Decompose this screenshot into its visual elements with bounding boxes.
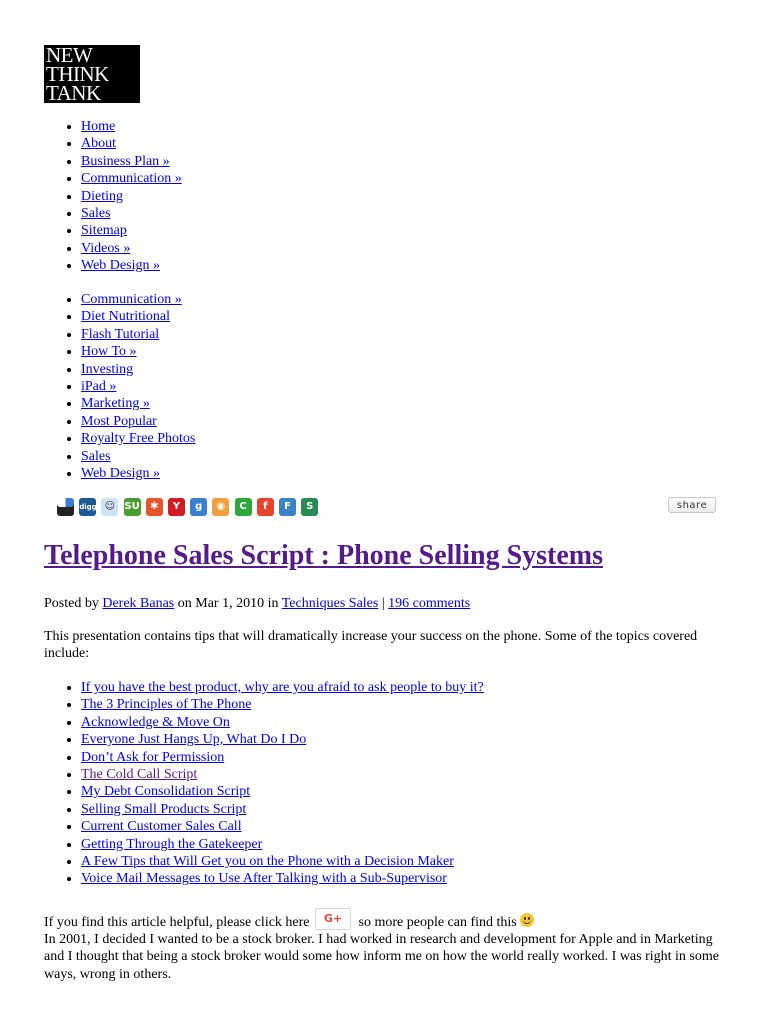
- category-item: [81, 430, 195, 447]
- topic-item: [81, 836, 484, 853]
- article-title: [44, 536, 603, 576]
- slashdot-icon[interactable]: S: [301, 498, 318, 516]
- nav-link-sales[interactable]: Sales: [81, 205, 111, 221]
- topic-link[interactable]: If you have the best product, why are you afraid to ask people to buy it?: [81, 680, 484, 695]
- category-link-flash-tutorial[interactable]: Flash Tutorial: [81, 326, 160, 342]
- topic-link[interactable]: Current Customer Sales Call: [81, 819, 242, 835]
- category-item: [81, 343, 195, 360]
- helpful-text: If you find this article helpful, please click here: [44, 915, 310, 930]
- category-item: [81, 448, 195, 465]
- yahoo-buzz-icon[interactable]: Y: [168, 498, 185, 516]
- nav-link-home[interactable]: Home: [81, 119, 116, 134]
- category-item: [81, 413, 195, 430]
- topic-item: [81, 696, 484, 713]
- topics-list: [0, 679, 484, 888]
- byline-prefix: Posted by: [44, 596, 99, 611]
- nav-link-communication[interactable]: Communication »: [81, 171, 182, 187]
- nav-link-dieting[interactable]: Dieting: [81, 188, 123, 204]
- topic-item: [81, 853, 484, 870]
- logo-line: NEW: [46, 43, 93, 67]
- nav-item-web-design: [81, 257, 182, 274]
- nav-link-sitemap[interactable]: Sitemap: [81, 223, 127, 239]
- digg-icon[interactable]: digg: [79, 498, 96, 516]
- site-logo[interactable]: [44, 45, 140, 103]
- category-link-ipad[interactable]: iPad »: [81, 378, 117, 394]
- nav-item-dieting: [81, 188, 182, 205]
- topic-item: [81, 731, 484, 748]
- share-button[interactable]: share: [668, 497, 716, 513]
- topic-item: [81, 679, 484, 696]
- topic-link[interactable]: Everyone Just Hangs Up, What Do I Do: [81, 732, 307, 748]
- nav-link-about[interactable]: About: [81, 136, 116, 152]
- topic-link[interactable]: A Few Tips that Will Get you on the Phone with a Decision Maker: [81, 853, 454, 869]
- category-item: [81, 395, 195, 412]
- mixx-icon[interactable]: ✱: [146, 498, 163, 516]
- category-link-marketing[interactable]: Marketing »: [81, 396, 150, 412]
- helpful-text-after: so more people can find this: [358, 915, 517, 930]
- article-intro: This presentation contains tips that will dramatically increase your success on the phone. Some of the topics covered include:: [44, 629, 698, 662]
- topic-link[interactable]: Voice Mail Messages to Use After Talking with a Sub-Supervisor: [81, 871, 447, 887]
- category-link-royalty-free-photos[interactable]: Royalty Free Photos: [81, 431, 196, 447]
- topic-link[interactable]: Don’t Ask for Permission: [81, 749, 225, 765]
- topic-item: [81, 801, 484, 818]
- google-bookmarks-icon[interactable]: g: [190, 498, 207, 516]
- category-link-sales[interactable]: Sales: [81, 448, 111, 464]
- nav-link-business-plan[interactable]: Business Plan »: [81, 153, 170, 169]
- furl-icon[interactable]: F: [279, 498, 296, 516]
- comments-link[interactable]: 196 comments: [388, 596, 471, 611]
- topic-link[interactable]: Acknowledge & Move On: [81, 714, 230, 730]
- category-item: [81, 291, 195, 308]
- primary-nav: [0, 118, 182, 275]
- logo-line: TANK: [46, 81, 101, 105]
- category-item: [81, 378, 195, 395]
- nav-item-about: [81, 135, 182, 152]
- technorati-icon[interactable]: C: [235, 498, 252, 516]
- nav-link-web-design[interactable]: Web Design »: [81, 258, 160, 274]
- topic-item: [81, 783, 484, 800]
- delicious-icon[interactable]: [57, 498, 74, 516]
- nav-item-sitemap: [81, 222, 182, 239]
- category-item: [81, 361, 195, 378]
- topic-item: [81, 749, 484, 766]
- topic-link[interactable]: The Cold Call Script: [81, 766, 198, 782]
- category-link-how-to[interactable]: How To »: [81, 344, 137, 360]
- stumbleupon-icon[interactable]: SU: [124, 498, 141, 516]
- category-item: [81, 465, 195, 482]
- topic-item: [81, 714, 484, 731]
- category-link-communication[interactable]: Communication »: [81, 292, 182, 307]
- blinklist-icon[interactable]: ◉: [212, 498, 229, 516]
- byline-separator: |: [381, 596, 385, 611]
- topic-link[interactable]: Selling Small Products Script: [81, 801, 247, 817]
- topic-item: [81, 818, 484, 835]
- smiley-icon: [520, 913, 534, 927]
- topic-item: [81, 766, 484, 783]
- reddit-icon[interactable]: ☺: [101, 498, 118, 516]
- nav-item-videos: [81, 240, 182, 257]
- article-body-paragraph: In 2001, I decided I wanted to be a stock broker. I had worked in research and development for Apple and in Marketing and I thought that being a stock broker would some how inform me on how the world really worked. I was right in some ways, wrong in others.: [44, 932, 719, 982]
- topic-link[interactable]: The 3 Principles of The Phone: [81, 697, 252, 713]
- byline-date: on Mar 1, 2010 in: [177, 596, 279, 611]
- nav-link-videos[interactable]: Videos »: [81, 240, 131, 256]
- article-byline: [44, 595, 470, 612]
- nav-item-communication: [81, 170, 182, 187]
- category-nav: [0, 291, 195, 482]
- article-title-link[interactable]: Telephone Sales Script : Phone Selling Systems: [44, 540, 604, 571]
- topic-link[interactable]: Getting Through the Gatekeeper: [81, 836, 263, 852]
- category-link-most-popular[interactable]: Most Popular: [81, 413, 157, 429]
- category-link-diet-nutritional[interactable]: Diet Nutritional: [81, 309, 171, 325]
- google-plus-button[interactable]: G+: [315, 908, 351, 930]
- topic-item: [81, 870, 484, 887]
- nav-item-business-plan: [81, 153, 182, 170]
- category-link[interactable]: Techniques Sales: [281, 596, 379, 611]
- category-item: [81, 326, 195, 343]
- topic-link[interactable]: My Debt Consolidation Script: [81, 784, 251, 800]
- category-link-web-design[interactable]: Web Design »: [81, 465, 160, 481]
- logo-line: THINK: [46, 62, 109, 86]
- category-link-investing[interactable]: Investing: [81, 361, 134, 377]
- nav-item-sales: [81, 205, 182, 222]
- category-item: [81, 308, 195, 325]
- nav-item-home: [81, 118, 182, 135]
- author-link[interactable]: Derek Banas: [102, 596, 175, 611]
- friendfeed-icon[interactable]: f: [257, 498, 274, 516]
